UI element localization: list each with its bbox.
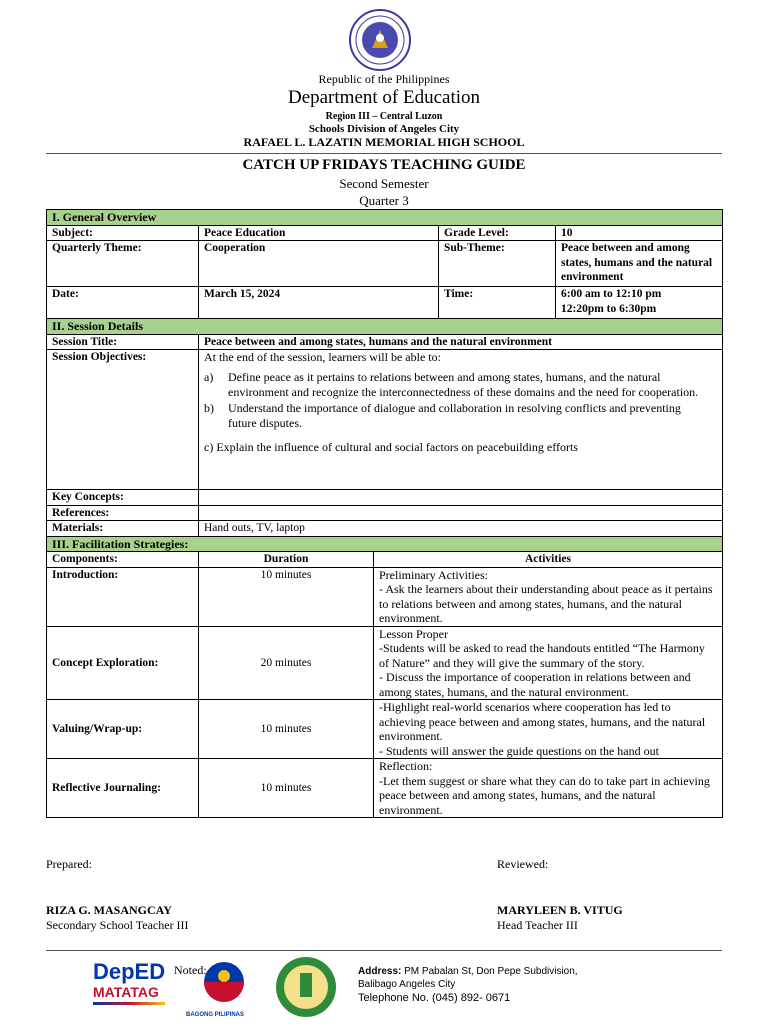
reflective-line-1: Reflection: bbox=[379, 759, 433, 773]
semester-text: Second Semester bbox=[339, 176, 429, 191]
objective-a-letter: a) bbox=[204, 369, 214, 384]
grade-value: 10 bbox=[556, 225, 723, 241]
reviewed-title: Head Teacher III bbox=[497, 918, 578, 932]
deped-logo-text: DepED bbox=[93, 959, 166, 984]
valuing-label: Valuing/Wrap-up: bbox=[47, 700, 199, 759]
valuing-line-2: - Students will answer the guide questions on the hand out bbox=[379, 743, 659, 758]
concept-line-3: - Discuss the importance of cooperation in relations between and among states, humans, and the natural environment. bbox=[379, 670, 691, 699]
objective-b-text: Understand the importance of dialogue and collaboration in resolving conflicts and preventing future disputes. bbox=[228, 400, 681, 430]
quarter-text: Quarter 3 bbox=[359, 193, 409, 208]
reflective-label: Reflective Journaling: bbox=[47, 759, 199, 818]
bagong-pilipinas-logo-icon bbox=[188, 960, 260, 1012]
objectives-cell bbox=[199, 350, 723, 490]
references-label: References: bbox=[47, 505, 199, 521]
subtheme-value: Peace between and among states, humans and the natural environment bbox=[556, 241, 723, 287]
table-row bbox=[47, 700, 723, 759]
section-general-overview: I. General Overview bbox=[47, 210, 723, 226]
department-title: Department of Education bbox=[287, 87, 481, 108]
concept-label: Concept Exploration: bbox=[47, 626, 199, 700]
materials-value: Hand outs, TV, laptop bbox=[199, 521, 723, 537]
school-name: RAFAEL L. LAZATIN MEMORIAL HIGH SCHOOL bbox=[243, 135, 525, 149]
table-row bbox=[47, 567, 723, 626]
valuing-line-1: -Highlight real-world scenarios where cooperation has led to achieving peace between and among states, humans, and the natural environment. bbox=[379, 700, 706, 743]
introduction-line-1: Preliminary Activities: bbox=[379, 567, 488, 582]
introduction-activities bbox=[374, 567, 723, 626]
concept-line-1: Lesson Proper bbox=[379, 626, 448, 641]
subject-value: Peace Education bbox=[199, 225, 439, 241]
components-header: Components: bbox=[47, 552, 199, 568]
time-line-1: 6:00 am to 12:10 pm bbox=[561, 288, 662, 300]
time-label: Time: bbox=[439, 287, 556, 319]
date-label: Date: bbox=[47, 287, 199, 319]
address-line-2: Balibago Angeles City bbox=[358, 979, 456, 990]
introduction-label: Introduction: bbox=[47, 567, 199, 626]
matatag-underline bbox=[93, 1002, 165, 1005]
concept-activities bbox=[374, 626, 723, 700]
division-text: Schools Division of Angeles City bbox=[308, 123, 460, 135]
references-value bbox=[199, 505, 723, 521]
reflective-line-2: -Let them suggest or share what they can do to take part in achieving peace between and among states, humans, and the natural environment. bbox=[379, 773, 710, 817]
region-text: Region III – Central Luzon bbox=[325, 111, 443, 122]
theme-value: Cooperation bbox=[199, 241, 439, 287]
reflective-duration: 10 minutes bbox=[199, 759, 374, 818]
reflective-activities bbox=[374, 759, 723, 818]
subtheme-label: Sub-Theme: bbox=[439, 241, 556, 287]
address-line-1 bbox=[358, 966, 578, 977]
address-text-1: PM Pabalan St, Don Pepe Subdivision, bbox=[404, 966, 578, 977]
objective-a-text: Define peace as it pertains to relations between and among states, humans, and the natural environment and recognize the interconnectedness of these domains and the need for cooperation. bbox=[228, 369, 699, 399]
materials-label: Materials: bbox=[47, 521, 199, 537]
header-divider bbox=[46, 153, 722, 154]
teaching-guide-table bbox=[46, 209, 723, 818]
noted-label: Noted: bbox=[174, 963, 207, 977]
date-value: March 15, 2024 bbox=[199, 287, 439, 319]
telephone-text: Telephone No. (045) 892- 0671 bbox=[358, 992, 511, 1004]
deped-matatag-logo bbox=[93, 960, 173, 1016]
objectives-intro: At the end of the session, learners will be able to: bbox=[204, 350, 441, 364]
reviewed-label: Reviewed: bbox=[497, 857, 549, 871]
time-line-2: 12:20pm to 6:30pm bbox=[561, 302, 657, 315]
republic-text: Republic of the Philippines bbox=[318, 72, 450, 86]
key-concepts-value bbox=[199, 490, 723, 506]
objectives-list bbox=[204, 370, 708, 432]
objective-c: c) Explain the influence of cultural and social factors on peacebuilding efforts bbox=[204, 439, 578, 454]
grade-label: Grade Level: bbox=[439, 225, 556, 241]
introduction-line-2: - Ask the learners about their understanding about peace as it pertains to relations between and among states, humans, and the natural environment. bbox=[379, 582, 713, 625]
prepared-label: Prepared: bbox=[46, 857, 92, 871]
key-concepts-label: Key Concepts: bbox=[47, 490, 199, 506]
session-title-value: Peace between and among states, humans and the natural environment bbox=[199, 334, 723, 350]
guide-title: CATCH UP FRIDAYS TEACHING GUIDE bbox=[242, 157, 526, 173]
concept-duration: 20 minutes bbox=[199, 626, 374, 700]
school-seal-icon bbox=[266, 955, 346, 1019]
session-title-label: Session Title: bbox=[47, 334, 199, 350]
table-row bbox=[47, 626, 723, 700]
objective-b-letter: b) bbox=[204, 400, 214, 415]
introduction-duration: 10 minutes bbox=[199, 567, 374, 626]
section-facilitation: III. Facilitation Strategies: bbox=[47, 536, 723, 552]
valuing-duration: 10 minutes bbox=[199, 700, 374, 759]
theme-label: Quarterly Theme: bbox=[47, 241, 199, 287]
reviewed-name: MARYLEEN B. VITUG bbox=[497, 903, 623, 917]
table-row bbox=[47, 759, 723, 818]
objective-b bbox=[204, 401, 708, 432]
prepared-name: RIZA G. MASANGCAY bbox=[46, 903, 172, 917]
objective-a bbox=[204, 370, 708, 401]
subject-label: Subject: bbox=[47, 225, 199, 241]
valuing-activities bbox=[374, 700, 723, 759]
activities-header: Activities bbox=[374, 552, 723, 568]
bagong-pilipinas-text: BAGONG PILIPINAS bbox=[186, 1012, 245, 1018]
duration-header: Duration bbox=[199, 552, 374, 568]
deped-seal-icon bbox=[336, 8, 424, 72]
section-session-details: II. Session Details bbox=[47, 319, 723, 335]
footer-divider bbox=[46, 950, 722, 951]
time-value bbox=[556, 287, 723, 319]
address-label: Address: bbox=[358, 966, 402, 977]
matatag-logo-text: MATATAG bbox=[93, 984, 159, 1000]
concept-line-2: -Students will be asked to read the handouts entitled “The Harmony of Nature” and they will give the summary of the story. bbox=[379, 641, 705, 670]
objectives-label: Session Objectives: bbox=[47, 350, 199, 490]
prepared-title: Secondary School Teacher III bbox=[46, 918, 189, 932]
